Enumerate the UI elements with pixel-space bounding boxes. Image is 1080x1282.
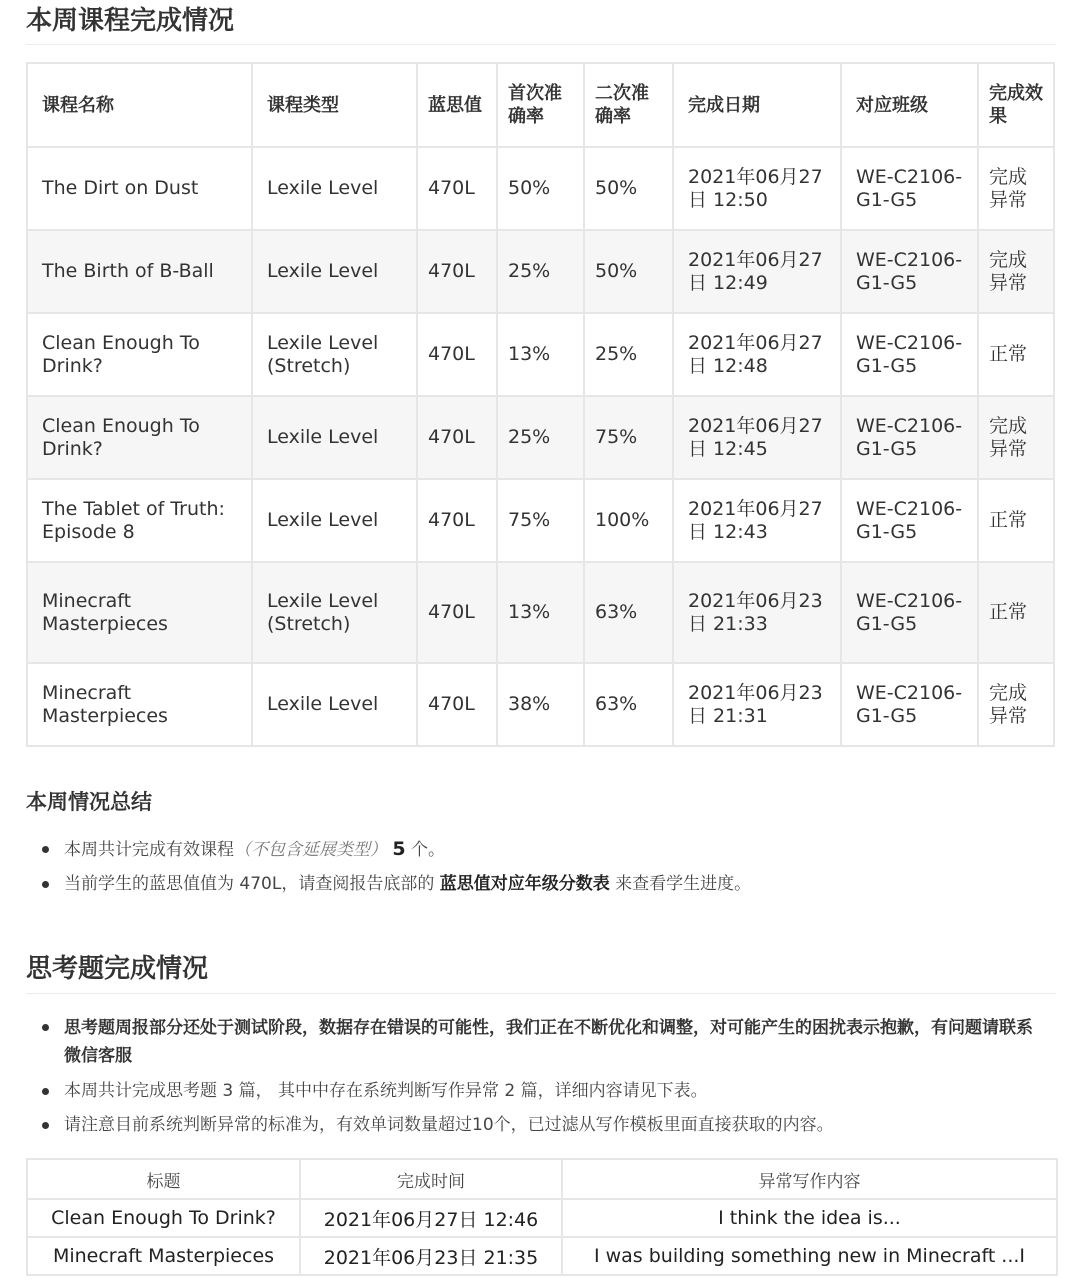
list-item (38, 1108, 1048, 1142)
completion-date-cell: 2021年06月27日 12:50 (673, 147, 841, 230)
course-type-cell: Lexile Level (252, 230, 417, 313)
table-row (27, 1199, 1057, 1237)
table-row (27, 230, 1054, 313)
column-header: 异常写作内容 (562, 1159, 1057, 1199)
table-row (27, 147, 1054, 230)
column-header: 首次准确率 (497, 63, 584, 147)
divider (26, 993, 1056, 994)
summary-text: 个。 (411, 840, 446, 860)
second-accuracy-cell: 63% (584, 562, 673, 663)
completion-date-cell: 2021年06月23日 21:31 (673, 663, 841, 746)
lexile-cell: 470L (417, 147, 497, 230)
course-type-cell: Lexile Level (252, 147, 417, 230)
course-type-cell: Lexile Level (252, 396, 417, 479)
content-cell: I was building something new in Minecraft ...I (562, 1237, 1057, 1275)
time-cell: 2021年06月27日 12:46 (300, 1199, 562, 1237)
first-accuracy-cell: 50% (497, 147, 584, 230)
anomaly-table (26, 1158, 1058, 1276)
lexile-cell: 470L (417, 230, 497, 313)
first-accuracy-cell: 25% (497, 230, 584, 313)
thinking-notes-list (38, 1010, 1048, 1142)
course-name-cell: Minecraft Masterpieces (27, 562, 252, 663)
class-cell: WE-C2106-G1-G5 (841, 479, 978, 562)
course-type-cell: Lexile Level (252, 663, 417, 746)
class-cell: WE-C2106-G1-G5 (841, 562, 978, 663)
anomaly-criteria-text: 请注意目前系统判断异常的标准为，有效单词数量超过10个，已过滤从写作模板里面直接获取的内容。 (64, 1115, 834, 1135)
table-header-row (27, 1159, 1057, 1199)
summary-title: 本周情况总结 (26, 790, 152, 814)
completion-date-cell: 2021年06月27日 12:49 (673, 230, 841, 313)
lexile-cell: 470L (417, 396, 497, 479)
column-header: 二次准确率 (584, 63, 673, 147)
content-cell: I think the idea is... (562, 1199, 1057, 1237)
course-type-cell: Lexile Level (Stretch) (252, 562, 417, 663)
class-cell: WE-C2106-G1-G5 (841, 147, 978, 230)
course-name-cell: Clean Enough To Drink? (27, 396, 252, 479)
table-row (27, 663, 1054, 746)
column-header: 蓝思值 (417, 63, 497, 147)
list-item (38, 867, 1048, 901)
lexile-cell: 470L (417, 479, 497, 562)
table-row (27, 562, 1054, 663)
first-accuracy-cell: 25% (497, 396, 584, 479)
column-header: 标题 (27, 1159, 300, 1199)
column-header: 课程类型 (252, 63, 417, 147)
completion-date-cell: 2021年06月27日 12:43 (673, 479, 841, 562)
result-cell: 正常 (978, 313, 1054, 396)
completion-date-cell: 2021年06月23日 21:33 (673, 562, 841, 663)
title-cell: Minecraft Masterpieces (27, 1237, 300, 1275)
class-cell: WE-C2106-G1-G5 (841, 396, 978, 479)
table-row (27, 1237, 1057, 1275)
divider (26, 44, 1056, 45)
course-name-cell: Clean Enough To Drink? (27, 313, 252, 396)
table-row (27, 396, 1054, 479)
course-name-cell: The Dirt on Dust (27, 147, 252, 230)
result-cell: 完成异常 (978, 147, 1054, 230)
result-cell: 完成异常 (978, 230, 1054, 313)
course-name-cell: The Tablet of Truth: Episode 8 (27, 479, 252, 562)
summary-note: （不包含延展类型） (234, 840, 387, 860)
column-header: 完成时间 (300, 1159, 562, 1199)
list-item (38, 1010, 1048, 1074)
class-cell: WE-C2106-G1-G5 (841, 663, 978, 746)
class-cell: WE-C2106-G1-G5 (841, 313, 978, 396)
course-name-cell: Minecraft Masterpieces (27, 663, 252, 746)
second-accuracy-cell: 75% (584, 396, 673, 479)
completion-date-cell: 2021年06月27日 12:45 (673, 396, 841, 479)
thinking-section-title: 思考题完成情况 (26, 954, 209, 984)
lexile-cell: 470L (417, 313, 497, 396)
second-accuracy-cell: 25% (584, 313, 673, 396)
first-accuracy-cell: 13% (497, 562, 584, 663)
time-cell: 2021年06月23日 21:35 (300, 1237, 562, 1275)
completion-date-cell: 2021年06月27日 12:48 (673, 313, 841, 396)
column-header: 课程名称 (27, 63, 252, 147)
second-accuracy-cell: 63% (584, 663, 673, 746)
result-cell: 正常 (978, 479, 1054, 562)
thinking-count-text: 本周共计完成思考题 3 篇， 其中中存在系统判断写作异常 2 篇，详细内容请见下表。 (64, 1081, 708, 1101)
list-item (38, 832, 1048, 867)
second-accuracy-cell: 100% (584, 479, 673, 562)
title-cell: Clean Enough To Drink? (27, 1199, 300, 1237)
course-type-cell: Lexile Level (Stretch) (252, 313, 417, 396)
result-cell: 完成异常 (978, 396, 1054, 479)
summary-list (38, 832, 1048, 901)
class-cell: WE-C2106-G1-G5 (841, 230, 978, 313)
summary-text: 本周共计完成有效课程 (64, 840, 234, 860)
summary-text: 来查看学生进度。 (615, 874, 752, 894)
lexile-table-link-text: 蓝思值对应年级分数表 (439, 874, 610, 894)
course-count: 5 (392, 838, 406, 860)
summary-text: 当前学生的蓝思值值为 470L，请查阅报告底部的 (64, 874, 435, 894)
second-accuracy-cell: 50% (584, 147, 673, 230)
beta-notice: 思考题周报部分还处于测试阶段，数据存在错误的可能性，我们正在不断优化和调整，对可能产生的困扰表示抱歉，有问题请联系微信客服 (64, 1018, 1033, 1066)
column-header: 完成效果 (978, 63, 1054, 147)
list-item (38, 1074, 1048, 1108)
lexile-cell: 470L (417, 663, 497, 746)
course-name-cell: The Birth of B-Ball (27, 230, 252, 313)
first-accuracy-cell: 13% (497, 313, 584, 396)
course-type-cell: Lexile Level (252, 479, 417, 562)
second-accuracy-cell: 50% (584, 230, 673, 313)
column-header: 对应班级 (841, 63, 978, 147)
first-accuracy-cell: 38% (497, 663, 584, 746)
first-accuracy-cell: 75% (497, 479, 584, 562)
result-cell: 正常 (978, 562, 1054, 663)
table-header-row (27, 63, 1054, 147)
table-row (27, 479, 1054, 562)
lexile-cell: 470L (417, 562, 497, 663)
course-section-title: 本周课程完成情况 (26, 6, 235, 36)
column-header: 完成日期 (673, 63, 841, 147)
result-cell: 完成异常 (978, 663, 1054, 746)
table-row (27, 313, 1054, 396)
course-table (26, 62, 1055, 747)
